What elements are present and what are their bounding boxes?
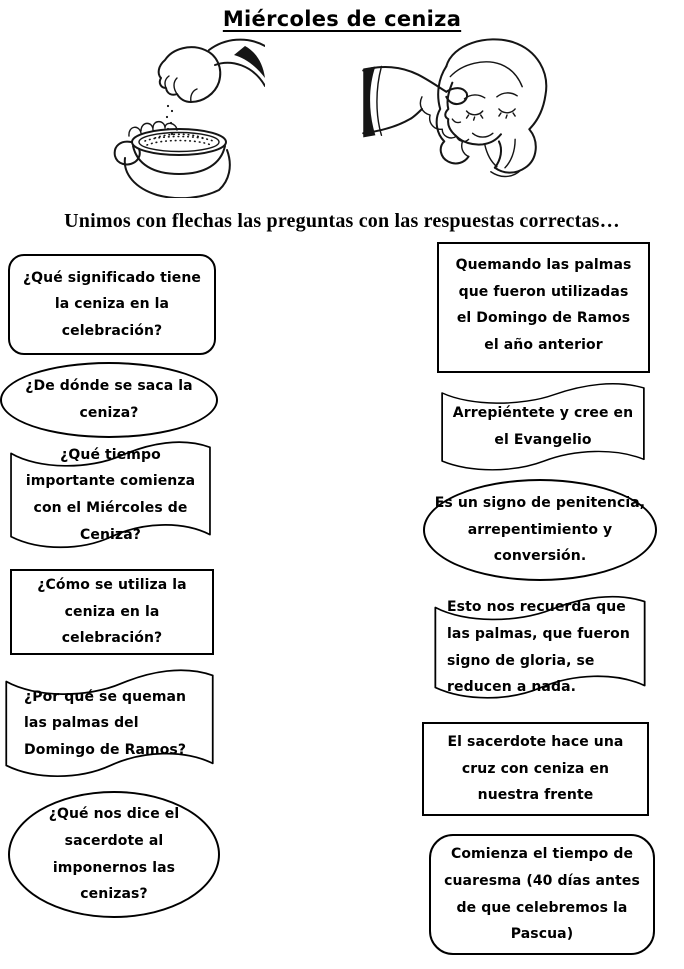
instruction-line: Unimos con flechas las preguntas con las respuestas correctas… [64,210,620,232]
question-text: ¿Cómo se utiliza la ceniza en la celebración? [37,577,187,647]
ash-bowl-illustration [95,38,265,198]
answer-box-5[interactable] [422,722,649,816]
answer-box-3[interactable] [423,479,657,581]
answer-text: Quemando las palmas que fueron utilizadas el Domingo de Ramos el año anterior [455,257,632,353]
answer-box-2[interactable] [436,373,650,481]
question-box-2[interactable] [0,362,218,438]
question-box-4[interactable] [10,569,214,655]
question-text: ¿Qué nos dice el sacerdote al imponernos las cenizas? [48,806,180,903]
question-box-1[interactable] [8,254,216,355]
question-text: ¿Qué tiempo importante comienza con el Miércoles de Ceniza? [25,446,196,543]
question-box-3[interactable] [5,429,216,561]
question-text: ¿Por qué se queman las palmas del Domingo de Ramos? [24,688,187,758]
answer-box-1[interactable] [437,242,650,373]
answer-box-6[interactable] [429,834,655,955]
hand-marking-forehead-icon [362,30,567,192]
answer-text: Comienza el tiempo de cuaresma (40 días antes de que celebremos la Pascua) [444,846,640,943]
question-text: ¿De dónde se saca la ceniza? [25,378,193,421]
hand-sprinkling-ashes-icon [95,38,265,198]
question-box-6[interactable] [8,791,220,918]
ash-cross-illustration [362,30,567,192]
answer-text: El sacerdote hace una cruz con ceniza en nuestra frente [447,734,624,804]
question-box-5[interactable] [0,657,219,790]
answer-text: Arrepiéntete y cree en el Evangelio [452,405,634,448]
answer-text: Es un signo de penitencia, arrepentimiento y conversión. [434,495,646,565]
answer-box-4[interactable] [429,584,651,711]
page-title [0,7,684,31]
answer-text: Esto nos recuerda que las palmas, que fueron signo de gloria, se reducen a nada. [447,599,630,696]
page-title-text: Miércoles de ceniza [222,7,462,31]
question-text: ¿Qué significado tiene la ceniza en la celebración? [22,269,202,339]
